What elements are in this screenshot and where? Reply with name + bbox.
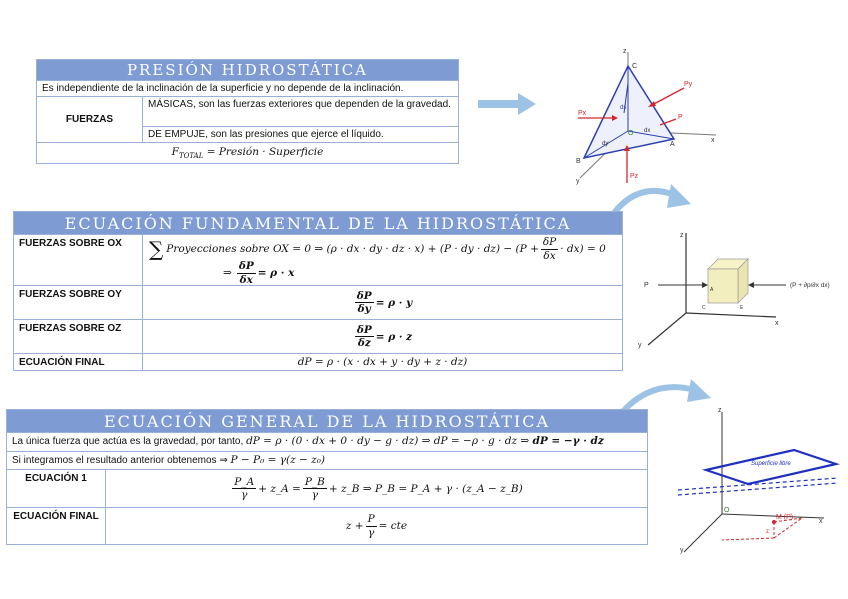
general-line1: La única fuerza que actúa es la gravedad, por tanto, dP = ρ · (0 · dx + 0 · dy − g · dz) ⇒ dP = −ρ · g · dz ⇒ dP = −γ · dz bbox=[7, 432, 647, 451]
d3-surface-label: Superficie libre bbox=[751, 461, 791, 467]
d2-y-label: y bbox=[638, 342, 642, 349]
d1-dy-label: dy bbox=[602, 141, 609, 147]
d2-e-label: E bbox=[740, 305, 744, 311]
ox-result: ⇒ $\frac{\delta P}{\delta x}$ = ρ · x bbox=[223, 260, 295, 286]
ec1-label: ECUACIÓN 1 bbox=[7, 470, 106, 507]
d1-z-label: z bbox=[623, 48, 627, 55]
tetrahedron-diagram bbox=[566, 43, 736, 188]
fundamental-title: ECUACIÓN FUNDAMENTAL DE LA HIDROSTÁTICA bbox=[14, 212, 622, 234]
presion-title: PRESIÓN HIDROSTÁTICA bbox=[37, 60, 458, 80]
oy-equation: $\frac{\delta P}{\delta y}$ = ρ · y bbox=[356, 289, 413, 315]
d2-p-label: P bbox=[644, 282, 649, 289]
d3-z2-label: z bbox=[766, 529, 769, 535]
d2-x-label: x bbox=[775, 320, 779, 327]
d3-m-label: M (P) bbox=[776, 514, 794, 521]
d1-dx-label: dx bbox=[644, 128, 651, 134]
d3-o-label: O bbox=[724, 507, 730, 514]
d1-p-label: P bbox=[678, 114, 683, 121]
oy-label: FUERZAS SOBRE OY bbox=[14, 286, 143, 319]
ec1-equation: $\frac{P\_A}{\gamma}$ + z_A = $\frac{P\_B}{\gamma}$ + z_B ⇒ P_B = P_A + γ · (z_A − z_B) bbox=[234, 475, 523, 501]
fund-final-equation: dP = ρ · (x · dx + y · dy + z · dz) bbox=[297, 356, 468, 368]
masicas-text: MÁSICAS, son las fuerzas exteriores que dependen de la gravedad. bbox=[148, 99, 451, 110]
d1-b-label: B bbox=[576, 158, 581, 165]
d1-px-label: Px bbox=[578, 110, 587, 117]
presion-description: Es independiente de la inclinación de la superficie y no depende de la inclinación. bbox=[37, 80, 458, 96]
d1-x-label: x bbox=[711, 137, 715, 144]
empuje-text: DE EMPUJE, son las presiones que ejerce el líquido. bbox=[143, 126, 458, 142]
d1-ds-label: ds bbox=[620, 105, 627, 111]
d2-z-label: z bbox=[680, 232, 684, 239]
d1-pz-label: Pz bbox=[630, 173, 639, 180]
arrow-right-icon bbox=[478, 93, 538, 115]
d1-y-label: y bbox=[576, 178, 580, 185]
d1-a-label: A bbox=[670, 141, 675, 148]
d3-y-label: y bbox=[680, 547, 684, 554]
gen-final-label: ECUACIÓN FINAL bbox=[7, 508, 106, 544]
ox-equation: ∑ Proyecciones sobre OX = 0 ⇒ (ρ · dx · dy · dz · x) + (P · dy · dz) − (P + $\frac{\delta P}{\delta x}$ · dx) = 0 bbox=[149, 236, 606, 262]
cube-diagram bbox=[636, 225, 841, 355]
d1-c-label: C bbox=[632, 63, 638, 70]
ox-label: FUERZAS SOBRE OX bbox=[14, 235, 143, 285]
presion-table bbox=[36, 59, 459, 164]
d1-o-label: O bbox=[628, 130, 634, 137]
ftotal-formula: $F_{TOTAL}$ = Presión · Superficie bbox=[171, 145, 324, 161]
fuerzas-label: FUERZAS bbox=[37, 97, 143, 142]
free-surface-diagram bbox=[676, 402, 846, 562]
general-line2: Si integramos el resultado anterior obtenemos ⇒ P − P₀ = γ(z − z₀) bbox=[7, 451, 647, 469]
d3-x-label: x bbox=[819, 518, 823, 525]
general-table bbox=[6, 409, 648, 545]
fundamental-table bbox=[13, 211, 623, 371]
d2-c-label: C bbox=[702, 305, 706, 311]
gen-final-equation: z + $\frac{P}{\gamma}$ = cte bbox=[345, 513, 408, 539]
d3-z-label: z bbox=[718, 407, 722, 414]
fund-final-label: ECUACIÓN FINAL bbox=[14, 354, 143, 370]
d1-py-label: Py bbox=[684, 81, 693, 88]
general-title: ECUACIÓN GENERAL DE LA HIDROSTÁTICA bbox=[7, 410, 647, 432]
oz-equation: $\frac{\delta P}{\delta z}$ = ρ · z bbox=[356, 323, 413, 349]
oz-label: FUERZAS SOBRE OZ bbox=[14, 320, 143, 353]
d2-a-label: A bbox=[710, 287, 714, 293]
d2-pdx-label: (P + ∂p/∂x dx) bbox=[790, 282, 830, 289]
